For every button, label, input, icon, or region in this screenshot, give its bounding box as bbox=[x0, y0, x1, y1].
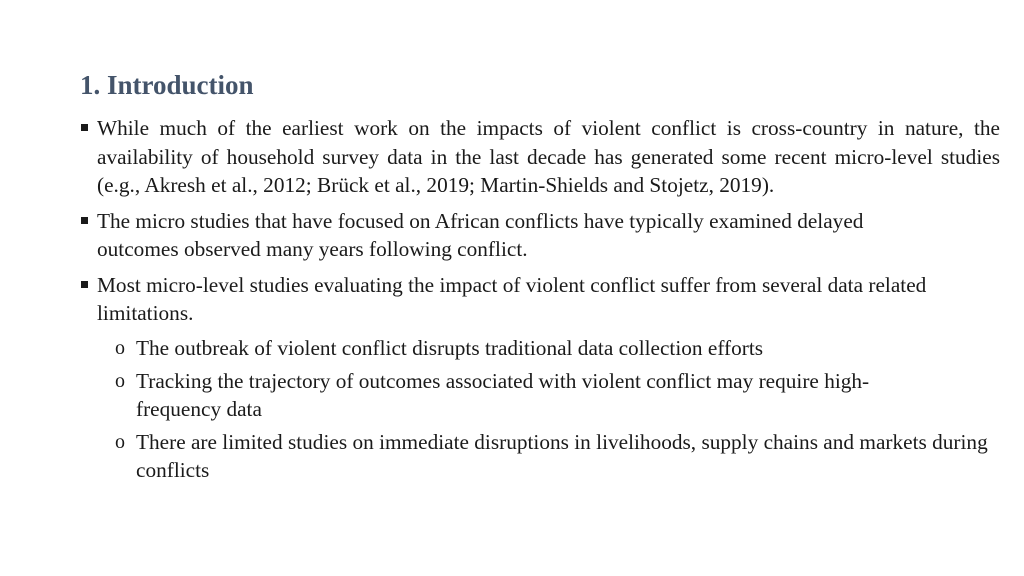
bullet-list bbox=[80, 114, 1000, 484]
sub-bullet-item bbox=[80, 428, 1016, 484]
bullet-text: Most micro-level studies evaluating the impact of violent conflict suffer from several data related limitations. bbox=[97, 272, 927, 325]
sub-bullet-text: The outbreak of violent conflict disrupts traditional data collection efforts bbox=[136, 335, 764, 360]
bullet-text: While much of the earliest work on the impacts of violent conflict is cross-country in nature, the availability of household survey data in the last decade has generated some recent micro-level studies (e.g., Akresh et al., 2012; Brück et al., 2019; Martin-Shields and Stojetz, 2019). bbox=[97, 116, 1000, 197]
bullet-item bbox=[80, 114, 1000, 200]
circle-bullet-icon: o bbox=[115, 430, 125, 453]
circle-bullet-icon: o bbox=[115, 336, 125, 359]
square-bullet-icon bbox=[81, 217, 88, 224]
sub-bullet-list bbox=[97, 334, 997, 484]
slide-title: 1. Introduction bbox=[80, 70, 254, 100]
sub-bullet-item bbox=[80, 367, 936, 423]
square-bullet-icon bbox=[81, 281, 88, 288]
bullet-item bbox=[80, 271, 997, 484]
circle-bullet-icon: o bbox=[115, 369, 125, 392]
sub-bullet-text: Tracking the trajectory of outcomes associated with violent conflict may require high-frequency data bbox=[136, 368, 870, 421]
sub-bullet-item bbox=[80, 334, 997, 362]
sub-bullet-text: There are limited studies on immediate disruptions in livelihoods, supply chains and markets during conflicts bbox=[136, 429, 988, 482]
square-bullet-icon bbox=[81, 124, 88, 131]
bullet-text: The micro studies that have focused on African conflicts have typically examined delayed outcomes observed many years following conflict. bbox=[97, 208, 864, 261]
bullet-item bbox=[80, 207, 947, 264]
